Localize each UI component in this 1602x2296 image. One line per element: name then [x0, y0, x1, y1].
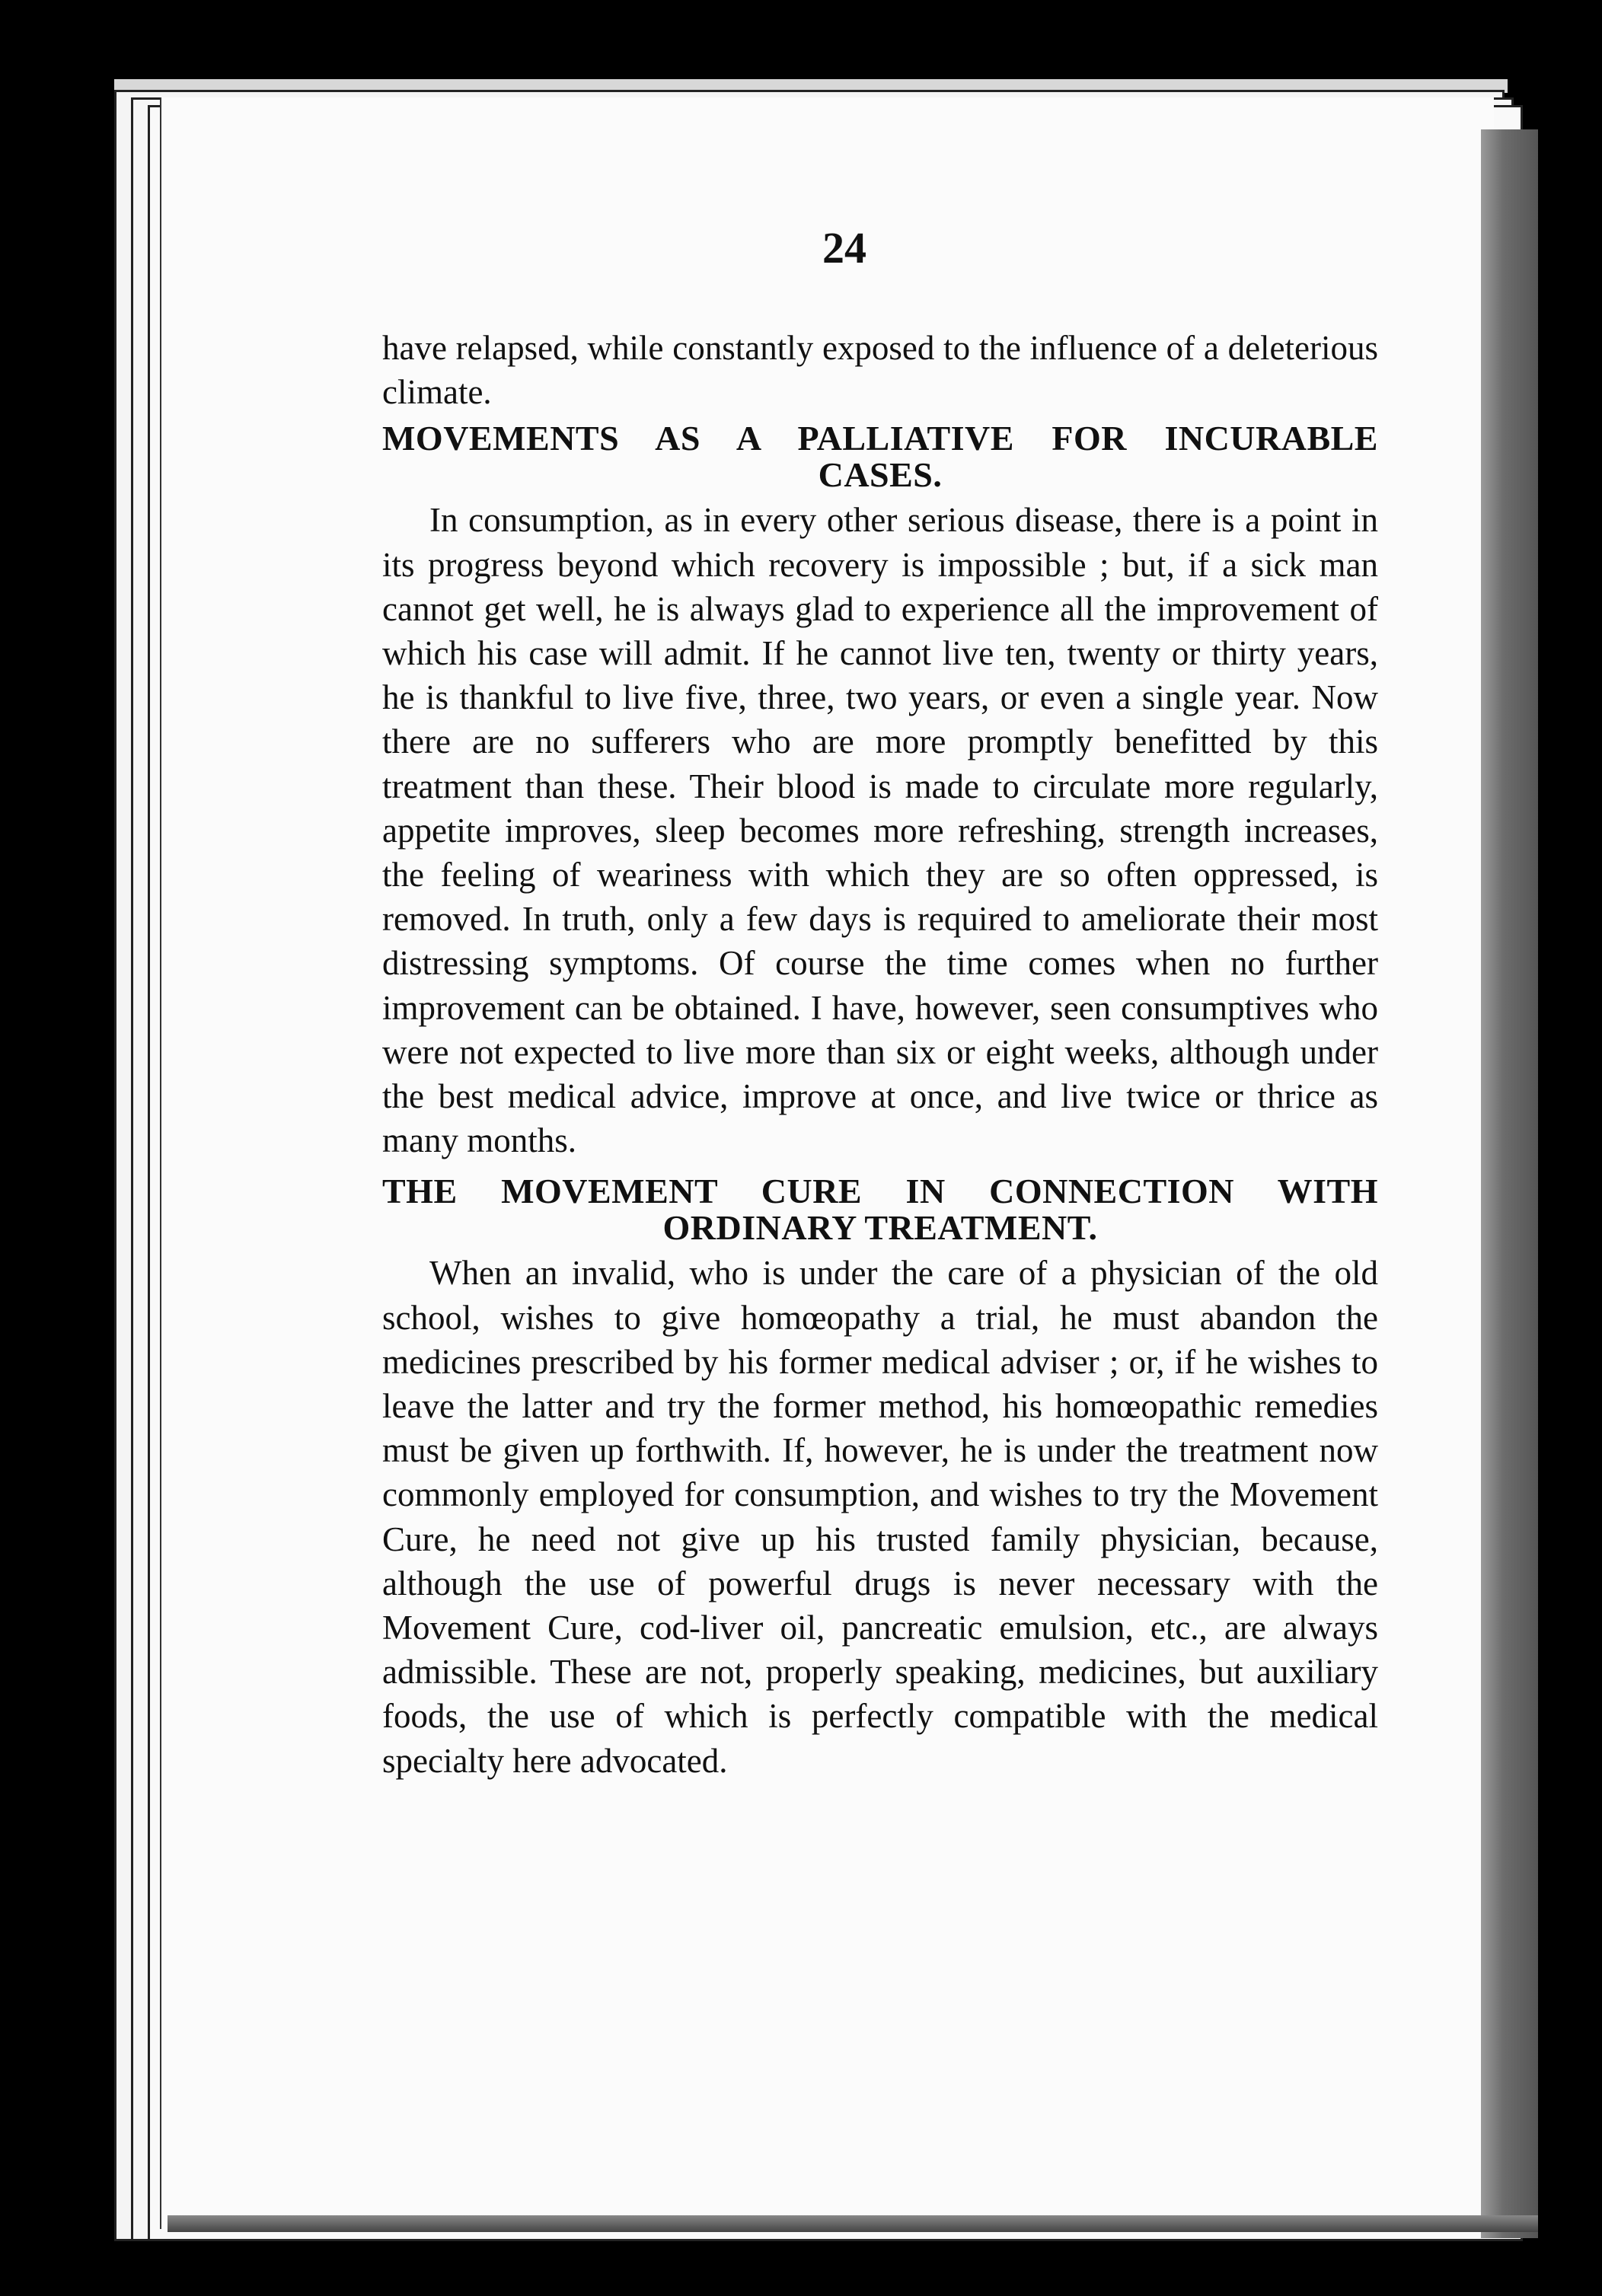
section-heading-line: MOVEMENTS AS A PALLIATIVE FOR INCURABLE: [382, 419, 1378, 458]
section-paragraph: In consumption, as in every other serious disease, there is a point in its progress beyond which recovery is impossible ; but, if a sick man cannot get well, he is always glad to experience all the improvement of which his case will admit. If he cannot live ten, twenty or thirty years, he is thankful to live five, three, two years, or even a single year. Now there are no sufferers who are more promptly benefitted by this treatment than these. Their blood is made to circulate more regularly, appetite improves, sleep becomes more refreshing, strength increases, the feeling of weariness with which they are so often oppressed, is removed. In truth, only a few days is required to ameliorate their most distressing symptoms. Of course the time comes when no further improvement can be obtained. I have, however, seen consumptives who were not expected to live more than six or eight weeks, although under the best medical advice, improve at once, and live twice or thrice as many months.: [382, 501, 1378, 1160]
section-heading-line: ORDINARY TREATMENT.: [662, 1208, 1098, 1248]
section-heading: [382, 420, 1378, 493]
section-heading-line: CASES.: [818, 455, 943, 495]
section-paragraph: When an invalid, who is under the care of a physician of the old school, wishes to give homœopathy a trial, he must abandon the medicines prescribed by his former medical adviser ; or, if he wishes to leave the latter and try the former method, his homœopathic remedies must be given up forthwith. If, however, he is under the treatment now commonly employed for consumption, and wishes to try the Movement Cure, he need not give up his trusted family physician, because, although the use of powerful drugs is never necessary with the Movement Cure, cod-liver oil, pancreatic emulsion, etc., are always admissible. These are not, properly speaking, medicines, but auxiliary foods, the use of which is perfectly compatible with the medical specialty here advocated.: [382, 1254, 1378, 1780]
page-body: [382, 326, 1378, 1783]
intro-paragraph: have relapsed, while constantly exposed to the influence of a deleterious climate.: [382, 329, 1378, 412]
page-bottom-shadow: [168, 2215, 1538, 2232]
section-heading: [382, 1173, 1378, 1246]
page-number: 24: [822, 223, 866, 273]
section-heading-line: THE MOVEMENT CURE IN CONNECTION WITH: [382, 1172, 1378, 1211]
page-right-shadow: [1481, 129, 1538, 2238]
